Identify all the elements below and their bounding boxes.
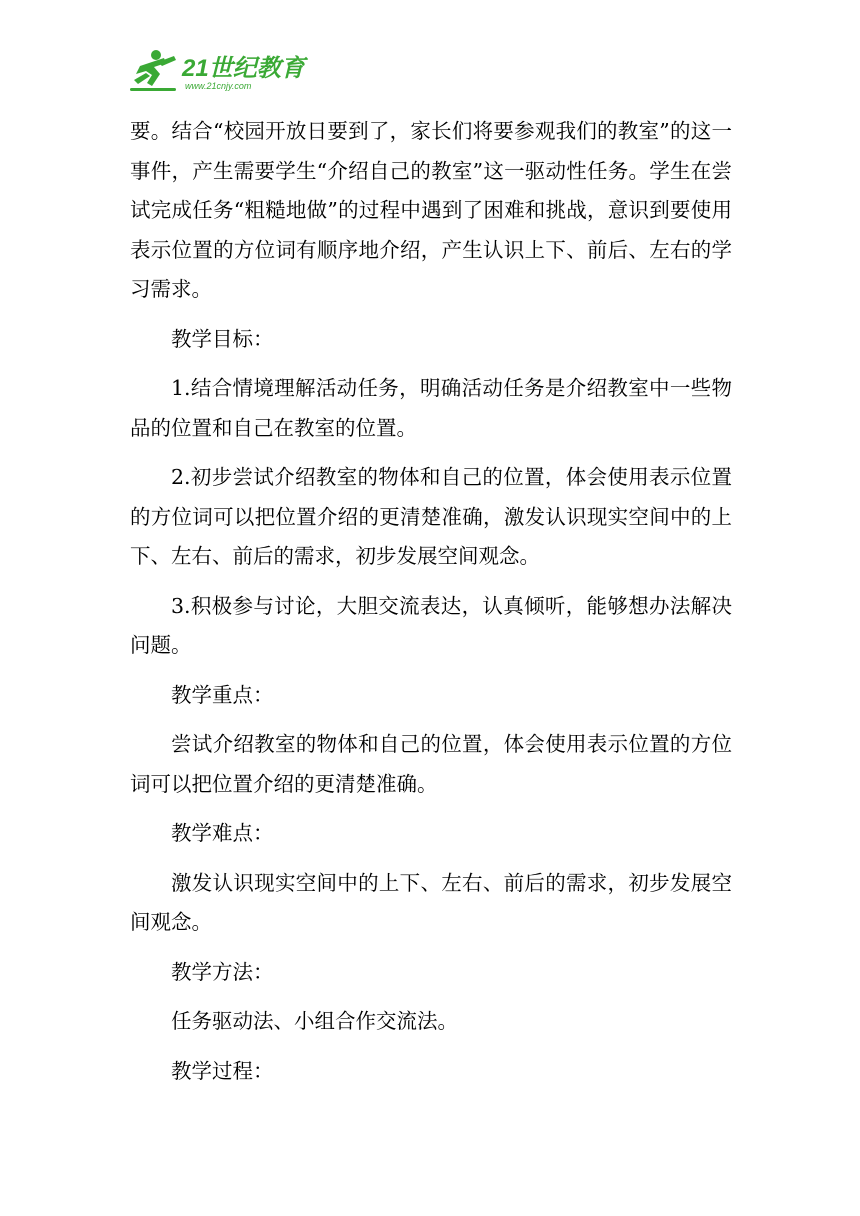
- method-text: 任务驱动法、小组合作交流法。: [171, 1009, 458, 1033]
- process-heading: 教学过程：: [171, 1058, 274, 1083]
- goals-heading: 教学目标：: [171, 326, 274, 351]
- logo-url-text: www.21cnjy.com: [185, 81, 252, 91]
- difficulty-text: 激发认识现实空间中的上下、左右、前后的需求，初步发展空间观念。: [130, 870, 732, 934]
- key-text: 尝试介绍教室的物体和自己的位置，体会使用表示位置的方位词可以把位置介绍的更清楚准确。: [130, 732, 732, 796]
- logo-text: 21世纪教育: [182, 55, 305, 82]
- goal-2: 2.初步尝试介绍教室的物体和自己的位置，体会使用表示位置的方位词可以把位置介绍的更清楚准确，激发认识现实空间中的上下、左右、前后的需求，初步发展空间观念。: [130, 465, 732, 568]
- key-heading: 教学重点：: [171, 682, 274, 707]
- document-body: [130, 112, 732, 1101]
- goal-1: 1.结合情境理解活动任务，明确活动任务是介绍教室中一些物品的位置和自己在教室的位置。: [130, 376, 732, 440]
- logo-icon: [130, 44, 330, 96]
- intro-paragraph: 要。结合“校园开放日要到了，家长们将要参观我们的教室”的这一事件，产生需要学生“介绍自己的教室”这一驱动性任务。学生在尝试完成任务“粗糙地做”的过程中遇到了困难和挑战，意识到要使用表示位置的方位词有顺序地介绍，产生认识上下、前后、左右的学习需求。: [130, 119, 732, 301]
- page-header: [130, 44, 330, 96]
- method-heading: 教学方法：: [171, 959, 274, 984]
- difficulty-heading: 教学难点：: [171, 821, 274, 845]
- goal-3: 3.积极参与讨论，大胆交流表达，认真倾听，能够想办法解决问题。: [130, 593, 732, 657]
